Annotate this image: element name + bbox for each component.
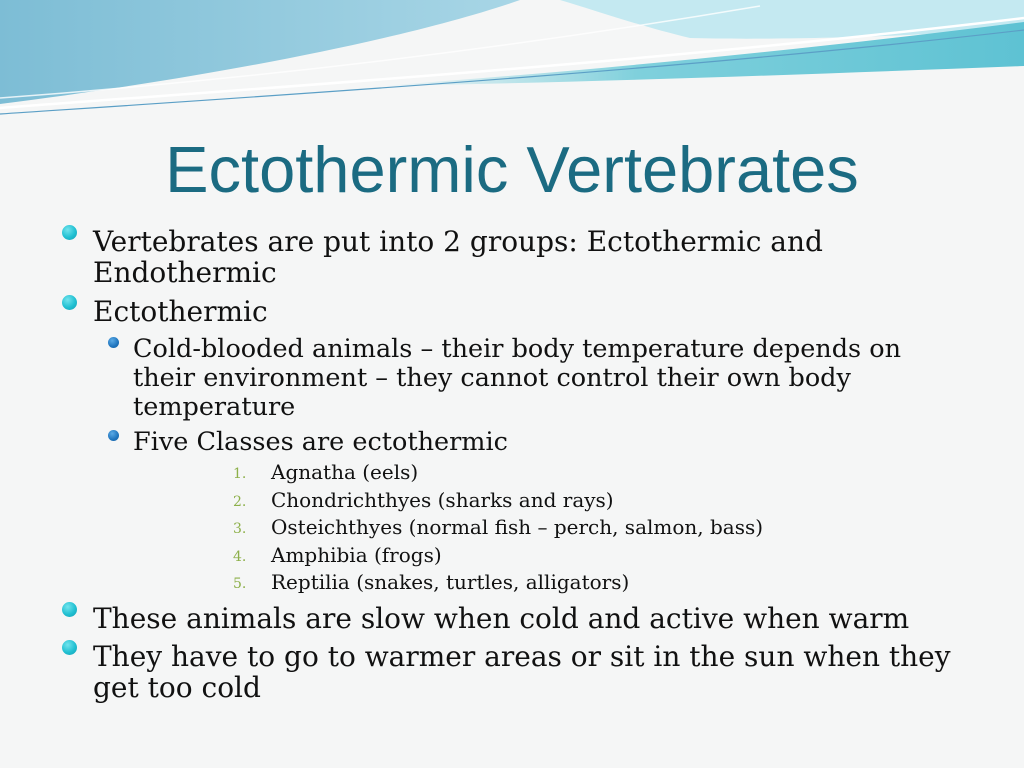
bullet-item [93,641,972,703]
sub-bullet-icon [108,430,119,441]
bullet-text: Ectothermic [93,295,268,328]
list-number: 2. [233,494,247,510]
sub-bullet-item [133,428,927,457]
bullet-text: Vertebrates are put into 2 groups: Ectothermic and Endothermic [93,225,823,289]
list-number: 5. [233,576,247,592]
header-wave-decoration [0,0,1024,130]
numbered-item [233,460,951,484]
bullet-item [93,603,972,634]
bullet-icon [62,295,77,310]
bullet-item [93,296,972,327]
bullet-icon [62,640,77,655]
sub-bullet-item [133,335,927,422]
numbered-item [233,543,951,567]
list-number: 4. [233,549,247,565]
list-text: Amphibia (frogs) [271,543,442,567]
list-text: Chondrichthyes (sharks and rays) [271,488,614,512]
numbered-item [233,488,951,512]
list-number: 3. [233,521,247,537]
slide-title: Ectothermic Vertebrates [165,133,859,206]
numbered-item [233,515,951,539]
bullet-item [93,226,972,288]
bullet-icon [62,602,77,617]
list-number: 1. [233,466,247,482]
sub-bullet-text: Cold-blooded animals – their body temperature depends on their environment – they cannot control their own body temperature [133,334,902,422]
bullet-text: These animals are slow when cold and active when warm [93,602,910,635]
numbered-item [233,570,951,594]
list-text: Reptilia (snakes, turtles, alligators) [271,570,630,594]
sub-bullet-icon [108,337,119,348]
bullet-icon [62,225,77,240]
sub-bullet-text: Five Classes are ectothermic [133,427,508,457]
bullet-text: They have to go to warmer areas or sit in the sun when they get too cold [93,640,951,704]
list-text: Agnatha (eels) [271,460,419,484]
list-text: Osteichthyes (normal fish – perch, salmon, bass) [271,515,764,539]
